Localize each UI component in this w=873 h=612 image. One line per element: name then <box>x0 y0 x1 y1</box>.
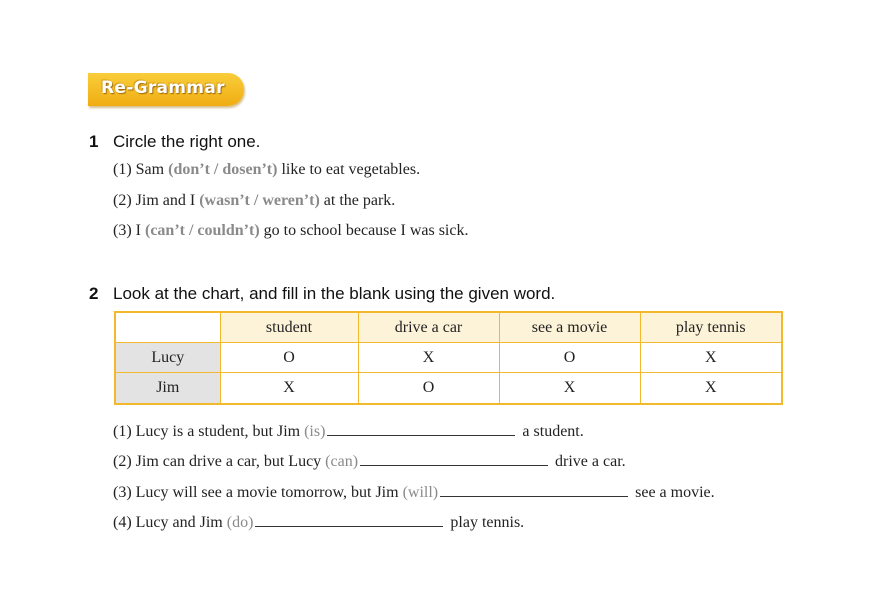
q1-item-2-options[interactable]: (wasn’t / weren’t) <box>199 192 320 209</box>
chart-cell: O <box>499 343 640 373</box>
q2-item-3-post: see a movie. <box>631 484 715 501</box>
chart-cell: O <box>358 373 499 404</box>
q1-item-3-post: go to school because I was sick. <box>259 222 469 239</box>
q2-item-1 <box>113 420 584 441</box>
question-1-title: Circle the right one. <box>113 132 261 151</box>
q2-item-1-hint: (is) <box>304 423 326 440</box>
q1-item-2-pre: (2) Jim and I <box>113 192 200 209</box>
q2-item-3-pre: (3) Lucy will see a movie tomorrow, but Jim <box>113 484 403 501</box>
q2-item-1-post: a student. <box>518 423 584 440</box>
q2-item-3 <box>113 481 715 502</box>
q2-item-1-blank[interactable] <box>327 420 515 436</box>
question-2-number: 2 <box>89 284 99 303</box>
q2-item-1-pre: (1) Lucy is a student, but Jim <box>113 423 305 440</box>
q2-item-3-hint: (will) <box>402 484 439 501</box>
chart-row <box>115 373 782 404</box>
q1-item-2 <box>113 192 395 210</box>
chart-row <box>115 343 782 373</box>
q1-item-3-options[interactable]: (can’t / couldn’t) <box>144 222 260 239</box>
chart-cell: X <box>220 373 358 404</box>
q1-item-1-post: like to eat vegetables. <box>277 161 421 178</box>
ability-chart <box>114 311 783 405</box>
q1-item-2-post: at the park. <box>319 192 396 209</box>
chart-col-header: drive a car <box>358 312 499 343</box>
chart-row-header: Jim <box>115 373 220 404</box>
q1-item-1-pre: (1) Sam <box>113 161 169 178</box>
q2-item-4-post: play tennis. <box>446 514 525 531</box>
chart-cell: O <box>220 343 358 373</box>
q1-item-1 <box>113 161 420 179</box>
q1-item-3-pre: (3) I <box>113 222 145 239</box>
q2-item-3-blank[interactable] <box>440 481 628 497</box>
chart-col-header: see a movie <box>499 312 640 343</box>
chart-col-header: student <box>220 312 358 343</box>
q2-item-2-blank[interactable] <box>360 450 548 466</box>
q2-item-4 <box>113 511 524 532</box>
chart-cell: X <box>499 373 640 404</box>
chart-corner-cell <box>115 312 220 343</box>
q2-item-4-blank[interactable] <box>255 511 443 527</box>
question-2-title: Look at the chart, and fill in the blank using the given word. <box>113 284 556 303</box>
q2-item-2 <box>113 450 626 471</box>
section-badge-label: Re-Grammar <box>101 78 225 98</box>
q2-item-2-hint: (can) <box>325 453 359 470</box>
chart-cell: X <box>640 373 782 404</box>
q2-item-2-post: drive a car. <box>551 453 626 470</box>
q2-item-4-hint: (do) <box>226 514 254 531</box>
section-badge <box>88 73 244 106</box>
chart-cell: X <box>358 343 499 373</box>
q2-item-4-pre: (4) Lucy and Jim <box>113 514 227 531</box>
chart-cell: X <box>640 343 782 373</box>
chart-col-header: play tennis <box>640 312 782 343</box>
q2-item-2-pre: (2) Jim can drive a car, but Lucy <box>113 453 326 470</box>
chart-row-header: Lucy <box>115 343 220 373</box>
q1-item-3 <box>113 222 468 240</box>
q1-item-1-options[interactable]: (don’t / dosen’t) <box>168 161 278 178</box>
question-1-number: 1 <box>89 132 99 151</box>
